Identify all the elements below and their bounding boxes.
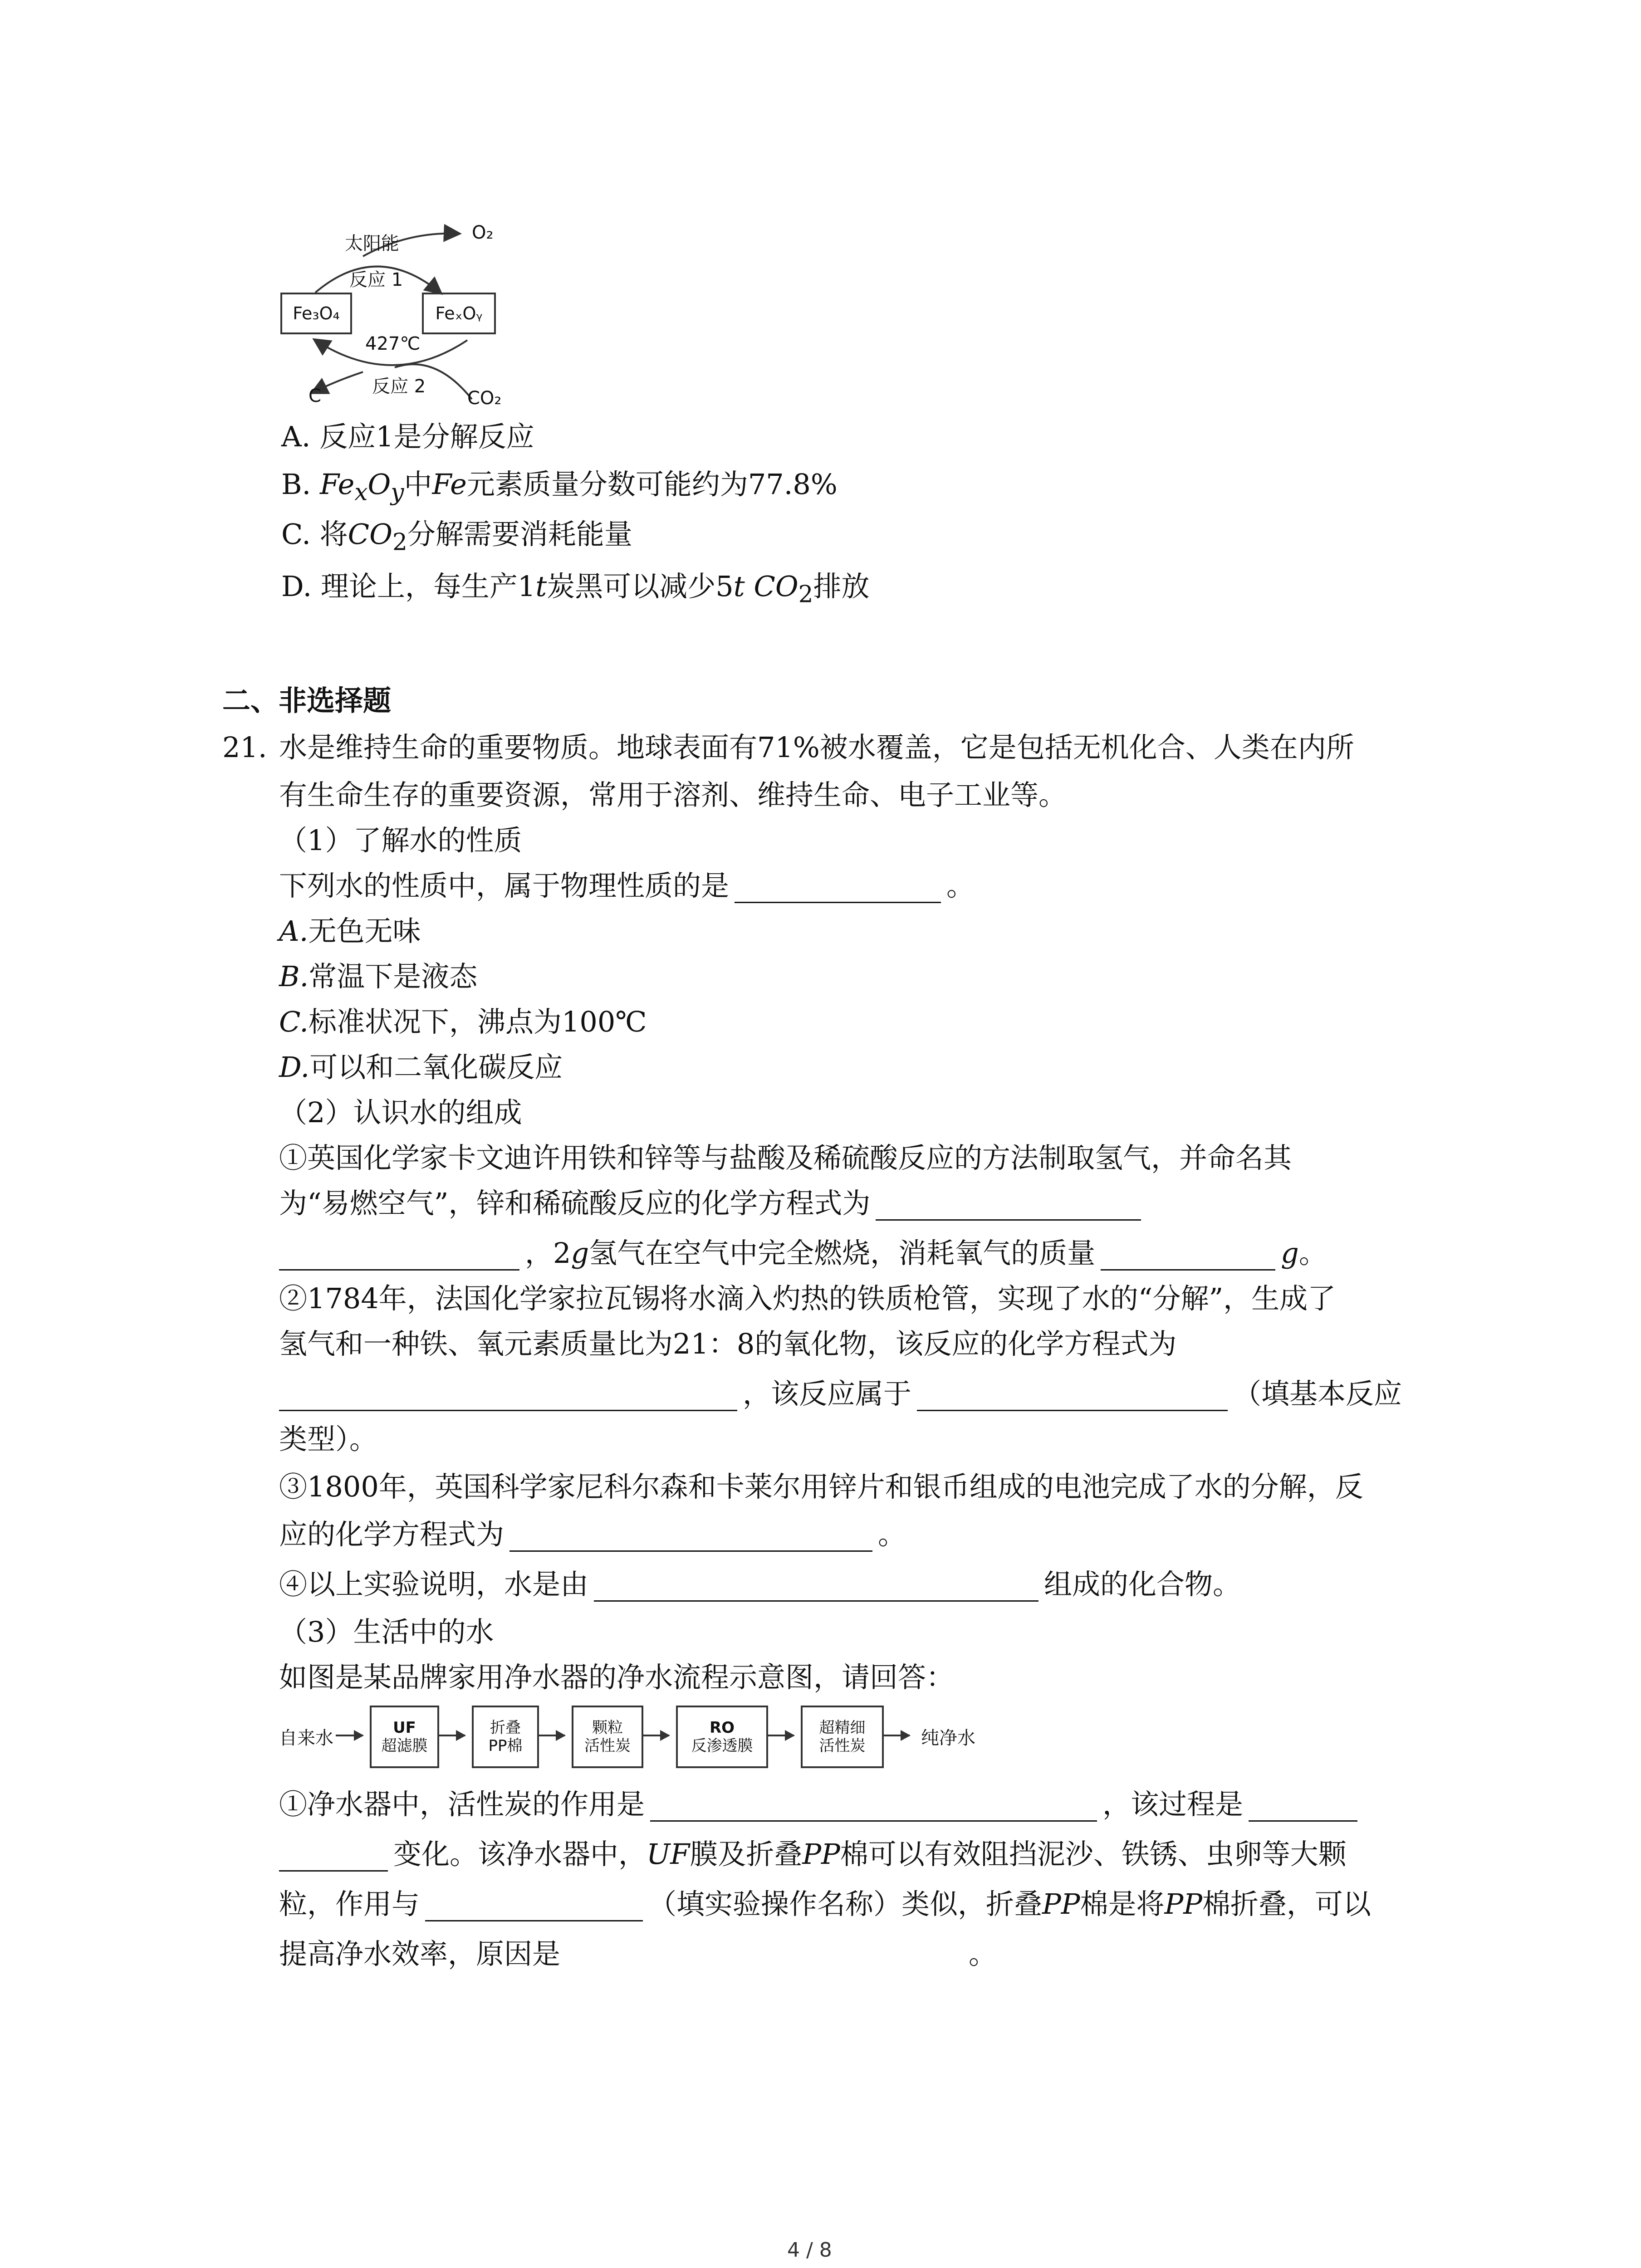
choice-b: B.常温下是液态 — [279, 960, 478, 993]
answer-blank[interactable] — [917, 1381, 1228, 1411]
sub3-line2: 应的化学方程式为 。 — [279, 1518, 906, 1551]
sub2-line4: 类型）。 — [279, 1422, 378, 1456]
option-a: A. 反应1是分解反应 — [281, 420, 534, 453]
flow-arrow — [642, 1735, 669, 1736]
flow-box-ultrafine-carbon: 超精细 活性炭 — [801, 1706, 884, 1768]
answer-blank[interactable] — [735, 873, 941, 903]
part1-title: （1）了解水的性质 — [279, 824, 522, 857]
flow-arrow — [538, 1735, 565, 1736]
fe3o4-box: Fe₃O₄ — [280, 293, 352, 334]
answer-blank[interactable] — [509, 1521, 872, 1552]
part1-question: 下列水的性质中，属于物理性质的是 。 — [279, 869, 975, 902]
temperature-label: 427℃ — [365, 333, 421, 354]
sub3-line1: ③1800年，英国科学家尼科尔森和卡莱尔用锌片和银币组成的电池完成了水的分解，反 — [279, 1470, 1363, 1503]
sub3-1-line3: 粒，作用与 （填实验操作名称）类似，折叠PP棉是将PP棉折叠，可以 — [279, 1887, 1371, 1921]
reaction1-label: 反应 1 — [349, 269, 403, 290]
co2-label: CO₂ — [467, 388, 502, 409]
choice-d: D.可以和二氧化碳反应 — [279, 1051, 563, 1084]
reaction2-label: 反应 2 — [372, 376, 426, 397]
page-number: 4 / 8 — [787, 2239, 832, 2262]
flow-arrow — [336, 1735, 363, 1736]
sub3-1-line2: 变化。该净水器中，UF膜及折叠PP棉可以有效阻挡泥沙、铁锈、虫卵等大颗 — [279, 1837, 1347, 1872]
answer-blank[interactable] — [279, 1240, 519, 1271]
flow-end-label: 纯净水 — [921, 1728, 975, 1749]
flow-arrow — [438, 1735, 465, 1736]
flow-arrow — [882, 1735, 910, 1736]
choice-c: C.标准状况下，沸点为100℃ — [279, 1005, 647, 1038]
part3-intro: 如图是某品牌家用净水器的净水流程示意图，请回答： — [279, 1661, 955, 1694]
sub1-line1: ①英国化学家卡文迪许用铁和锌等与盐酸及稀硫酸反应的方法制取氢气，并命名其 — [279, 1141, 1292, 1174]
option-b: B. $Fe_xO_y$中Fe元素质量分数可能约为77.8% — [281, 468, 838, 506]
q21-intro-line1: 水是维持生命的重要物质。地球表面有71%被水覆盖，它是包括无机化合、人类在内所 — [279, 731, 1354, 764]
answer-blank[interactable] — [876, 1190, 1141, 1221]
sub2-line3: ，该反应属于 （填基本反应 — [279, 1377, 1402, 1411]
answer-blank[interactable] — [279, 1841, 388, 1872]
sub4-line: ④以上实验说明，水是由 组成的化合物。 — [279, 1568, 1241, 1601]
option-d: D. 理论上，每生产1t炭黑可以减少5t $CO_2$排放 — [281, 570, 870, 608]
solar-energy-label: 太阳能 — [345, 233, 399, 254]
sub2-line2: 氢气和一种铁、氧元素质量比为21：8的氧化物，该反应的化学方程式为 — [279, 1327, 1177, 1360]
part2-title: （2）认识水的组成 — [279, 1096, 522, 1129]
answer-blank[interactable] — [1249, 1791, 1357, 1822]
sub1-line2: 为“易燃空气”，锌和稀硫酸反应的化学方程式为 — [279, 1186, 1146, 1221]
question-number: 21. — [222, 731, 267, 764]
fexoy-box: FeₓOᵧ — [422, 293, 496, 334]
choice-a: A.无色无味 — [279, 914, 421, 948]
carbon-label: C — [309, 386, 321, 406]
part3-title: （3）生活中的水 — [279, 1615, 494, 1648]
answer-blank[interactable] — [594, 1571, 1038, 1602]
answer-blank[interactable] — [650, 1791, 1097, 1822]
sub3-1-line4: 提高净水效率，原因是 。 — [279, 1937, 997, 1970]
q21-intro-line2: 有生命生存的重要资源，常用于溶剂、维持生命、电子工业等。 — [279, 778, 1067, 811]
flow-arrow — [767, 1735, 794, 1736]
sub1-line3: ，2g氢气在空气中完全燃烧，消耗氧气的质量 g。 — [279, 1236, 1327, 1271]
flow-start-label: 自来水 — [279, 1728, 333, 1749]
flow-box-ro: RO 反渗透膜 — [676, 1706, 768, 1768]
sub3-1-line1: ①净水器中，活性炭的作用是 ，该过程是 — [279, 1787, 1363, 1822]
option-c: C. 将$CO_2$分解需要消耗能量 — [281, 518, 632, 556]
answer-blank[interactable] — [425, 1891, 643, 1921]
answer-blank[interactable] — [1101, 1240, 1275, 1271]
sub2-line1: ②1784年，法国化学家拉瓦锡将水滴入灼热的铁质枪管，实现了水的“分解”，生成了 — [279, 1282, 1336, 1315]
answer-blank[interactable] — [279, 1381, 737, 1411]
o2-label: O₂ — [472, 222, 494, 243]
flow-box-pp: 折叠 PP棉 — [472, 1706, 539, 1768]
flow-box-uf: UF 超滤膜 — [370, 1706, 439, 1768]
flow-box-granular-carbon: 颗粒 活性炭 — [572, 1706, 643, 1768]
section-title: 二、非选择题 — [222, 684, 392, 717]
